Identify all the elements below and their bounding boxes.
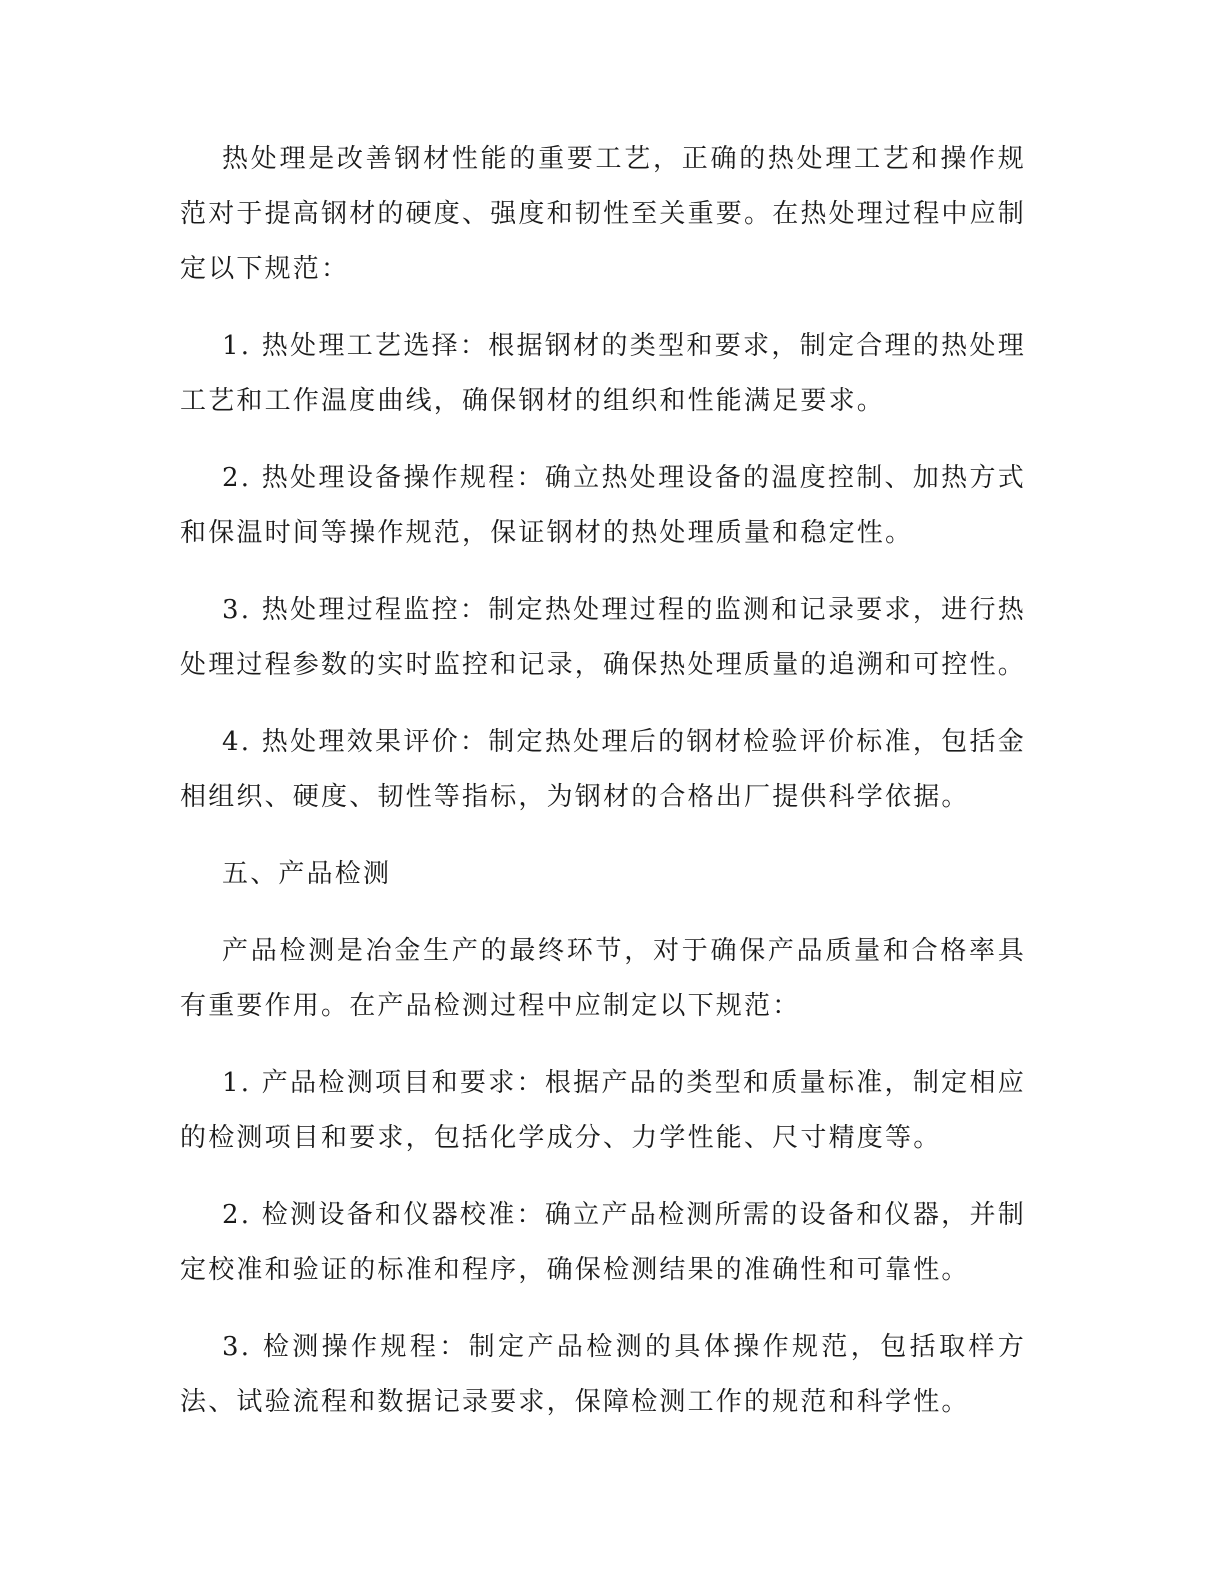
heat-treatment-item-3: 3. 热处理过程监控：制定热处理过程的监测和记录要求，进行热处理过程参数的实时监控和记录，确保热处理质量的追溯和可控性。 [180, 595, 1027, 680]
product-inspection-item-2: 2. 检测设备和仪器校准：确立产品检测所需的设备和仪器，并制定校准和验证的标准和程序，确保检测结果的准确性和可靠性。 [180, 1200, 1026, 1285]
document-page [180, 132, 1026, 1452]
heat-treatment-item-2: 2. 热处理设备操作规程：确立热处理设备的温度控制、加热方式和保温时间等操作规范，保证钢材的热处理质量和稳定性。 [180, 463, 1026, 548]
heat-treatment-intro: 热处理是改善钢材性能的重要工艺，正确的热处理工艺和操作规范对于提高钢材的硬度、强度和韧性至关重要。在热处理过程中应制定以下规范： [180, 144, 1027, 284]
section-heading-product-inspection: 五、产品检测 [222, 859, 392, 889]
product-inspection-intro: 产品检测是冶金生产的最终环节，对于确保产品质量和合格率具有重要作用。在产品检测过程中应制定以下规范： [180, 936, 1026, 1021]
product-inspection-item-1: 1. 产品检测项目和要求：根据产品的类型和质量标准，制定相应的检测项目和要求，包括化学成分、力学性能、尺寸精度等。 [180, 1068, 1026, 1153]
heat-treatment-item-1: 1. 热处理工艺选择：根据钢材的类型和要求，制定合理的热处理工艺和工作温度曲线，确保钢材的组织和性能满足要求。 [180, 331, 1026, 416]
product-inspection-item-3: 3. 检测操作规程：制定产品检测的具体操作规范，包括取样方法、试验流程和数据记录要求，保障检测工作的规范和科学性。 [180, 1332, 1026, 1417]
heat-treatment-item-4: 4. 热处理效果评价：制定热处理后的钢材检验评价标准，包括金相组织、硬度、韧性等指标，为钢材的合格出厂提供科学依据。 [180, 727, 1026, 812]
